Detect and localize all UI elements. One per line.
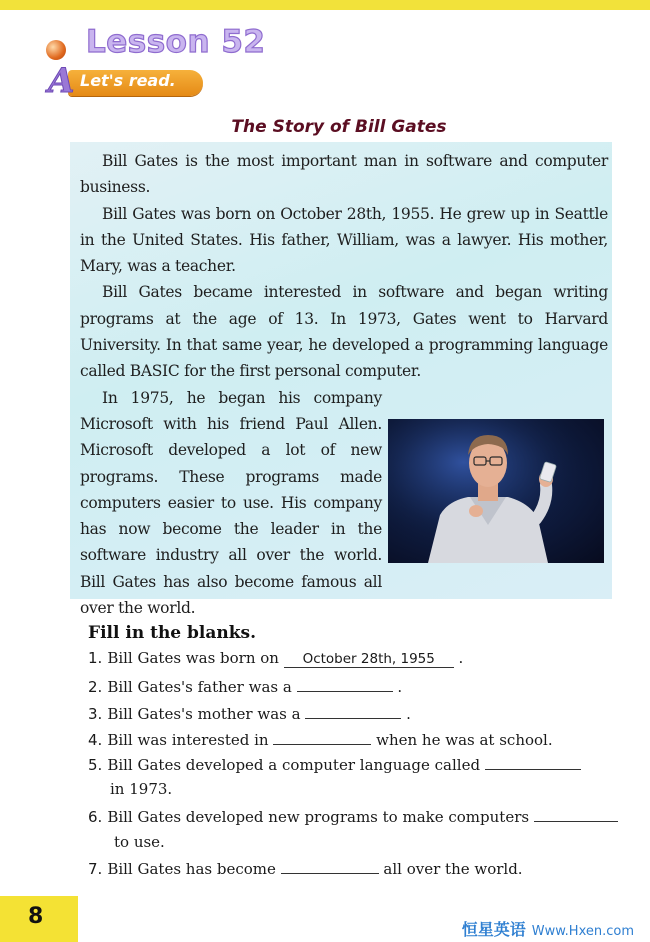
answer-blank[interactable] [305,704,401,719]
exercise-number: 3. [88,705,103,723]
answer-blank[interactable] [534,807,618,822]
exercise-text: Bill Gates developed a computer language called [107,756,485,774]
exercise-item-6 [88,807,618,826]
exercise-text-end: when he was at school. [371,731,553,749]
exercise-number: 4. [88,731,103,749]
top-color-bar [0,0,650,10]
section-label: Let's read. [80,71,176,90]
exercise-text: Bill was interested in [107,731,274,749]
story-title: The Story of Bill Gates [231,117,447,137]
answer-blank-filled[interactable]: October 28th, 1955 [284,651,454,668]
story-paragraph-2: Bill Gates was born on October 28th, 1955. He grew up in Seattle in the United States. His father, William, was a lawyer. His mother, Mary, was a teacher. [80,204,608,276]
presenter-illustration [388,419,604,563]
lesson-title: Lesson 52 [86,24,266,60]
watermark [462,917,634,940]
exercise-title: Fill in the blanks. [88,623,257,643]
exercise-number: 6. [88,808,103,826]
lesson-bullet-icon [46,40,66,60]
exercise-number: 2. [88,678,103,696]
bill-gates-photo [388,419,604,563]
exercise-text: Bill Gates's mother was a [107,705,306,723]
exercise-text-end: . [401,705,411,723]
exercise-text-end: . [453,649,464,667]
watermark-url[interactable]: Www.Hxen.com [531,924,634,939]
exercise-item-4 [88,730,553,749]
exercise-item-6-line2: to use. [114,833,165,851]
story-paragraph-3: Bill Gates became interested in software and began writing programs at the age of 13. In 1973, Gates went to Harvard University. In that same year, he developed a programming language called BASIC for the first personal computer. [80,283,608,381]
exercise-text: Bill Gates was born on [107,649,284,667]
exercise-item-2 [88,677,402,696]
answer-blank[interactable] [485,755,581,770]
exercise-item-7 [88,859,523,878]
exercise-item-1 [88,649,463,668]
answer-blank[interactable] [281,859,379,874]
watermark-brand: 恒星英语 [461,920,526,939]
exercise-text-end: . [392,678,403,696]
exercise-number: 1. [88,649,103,667]
story-paragraph-4: In 1975, he began his company Microsoft with his friend Paul Allen. Microsoft developed a lot of new programs. These programs made computers easier to use. His company has now become the leader in the software industry all over the world. Bill Gates has also become famous all over the world. [80,388,382,618]
exercise-item-5 [88,755,581,774]
exercise-text: Bill Gates developed new programs to make computers [107,808,534,826]
exercise-item-5-line2: in 1973. [110,780,173,798]
section-letter: A [48,61,75,101]
exercise-item-3 [88,704,411,723]
page-number: 8 [28,904,44,929]
exercise-text: Bill Gates's father was a [107,678,297,696]
exercise-text-end: all over the world. [378,860,523,878]
answer-blank[interactable] [273,730,371,745]
answer-blank[interactable] [297,677,393,692]
exercise-number: 5. [88,756,103,774]
story-paragraph-1: Bill Gates is the most important man in software and computer business. [80,152,608,197]
exercise-text: Bill Gates has become [107,860,281,878]
exercise-number: 7. [88,860,103,878]
